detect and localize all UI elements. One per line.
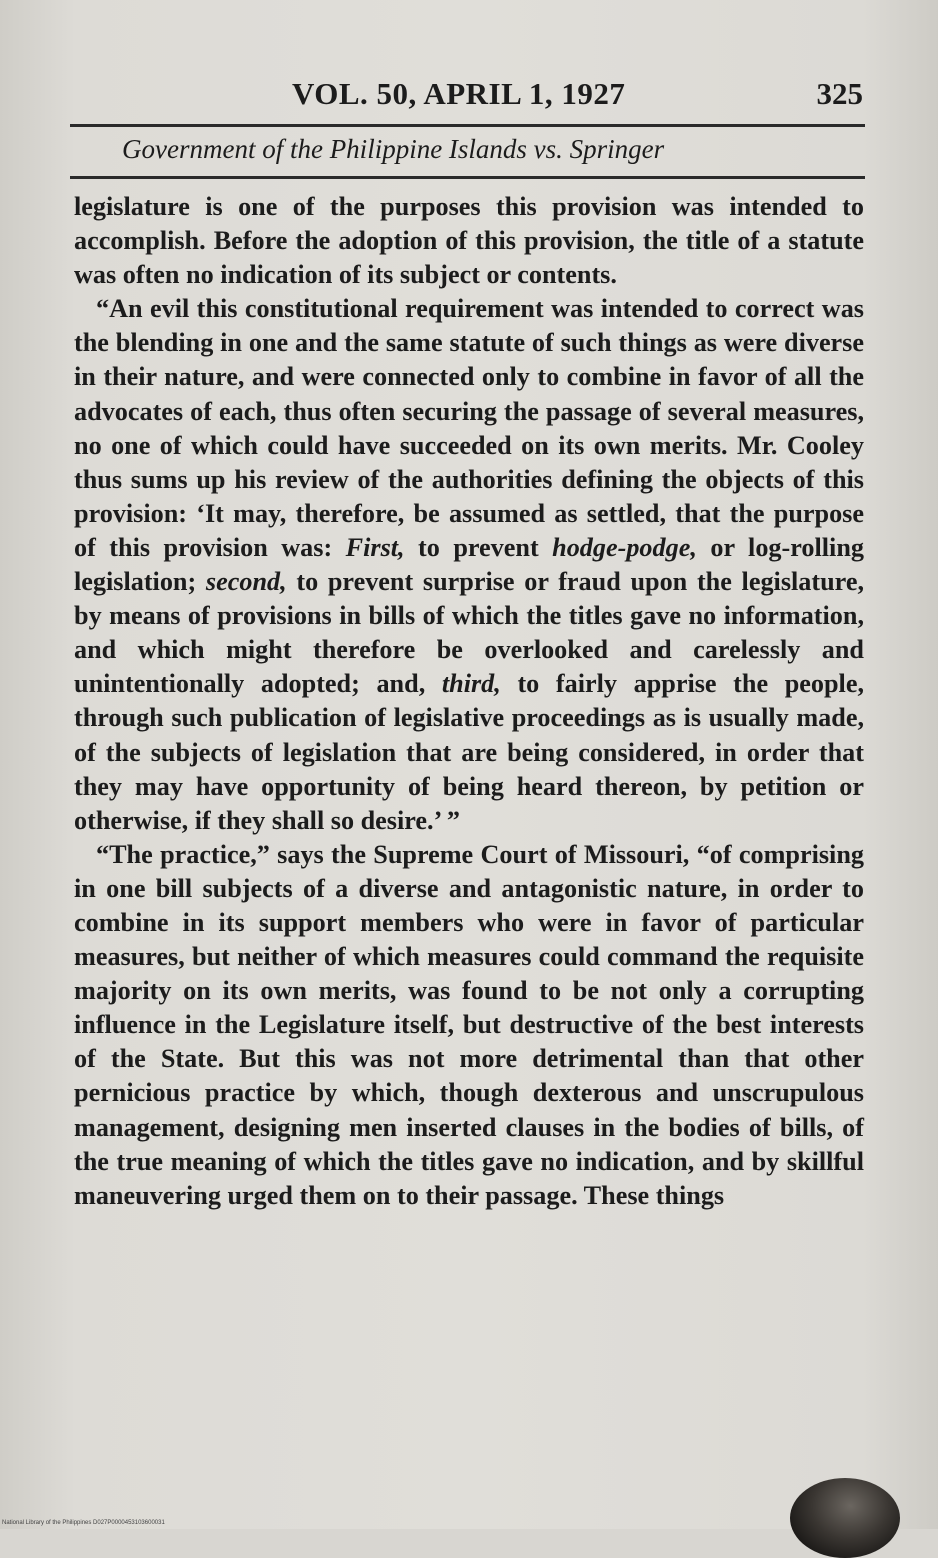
scanner-thumb-shadow <box>790 1478 900 1558</box>
paragraph-2-text-e: to fairly apprise the people, through such publication of legislative proceedings as is usually made, of the subjects of legislation that are being considered, in order that they may have opportunity of being heard thereon, by petition or otherwise, if they shall so desire.’ ” <box>74 669 864 835</box>
paragraph-2-text-d: to prevent surprise or fraud upon the legislature, by means of provisions in bills of which the titles gave no information, and which might therefore be overlooked and carelessly and unintentionally adopted; and, <box>74 567 864 699</box>
header-rule-top <box>70 124 865 127</box>
case-title: Government of the Philippine Islands vs. Springer <box>122 134 665 164</box>
emphasis-hodge-podge: hodge-podge, <box>552 532 697 562</box>
scan-footer-note: National Library of the Philippines D027P0000453103600031 <box>2 1520 165 1526</box>
paragraph-2-text-a: “An evil this constitutional requirement was intended to correct was the blending in one and the same statute of such things as were diverse in their nature, and were connected only to combine in favor of all the advocates of each, thus often securing the passage of several measures, no one of which could have succeeded on its own merits. Mr. Cooley thus sums up his review of the authorities defining the objects of this provision: ‘It may, therefore, be assumed as settled, that the purpose of this provision was: <box>74 294 864 562</box>
paragraph-2 <box>74 292 864 838</box>
emphasis-second: second, <box>205 567 287 597</box>
paragraph-1: legislature is one of the purposes this provision was intended to accomplish. Before the adoption of this provision, the title of a statute was often no indication of its subject or contents. <box>74 192 864 290</box>
header-rule-bottom <box>70 176 865 179</box>
emphasis-third: third, <box>441 669 501 699</box>
paragraph-2-text-c: or log-rolling legislation; <box>74 532 864 597</box>
emphasis-first: First, <box>345 532 405 562</box>
page-header <box>70 70 865 120</box>
page-number: 325 <box>816 76 863 111</box>
running-head: VOL. 50, APRIL 1, 1927 <box>292 76 626 111</box>
body-text <box>74 190 864 1213</box>
paragraph-2-text-b: to prevent <box>404 532 553 562</box>
paragraph-3: “The practice,” says the Supreme Court of Missouri, “of comprising in one bill subjects of a diverse and antagonistic nature, in order to combine in its support members who were in favor of particular measures, but neither of which measures could command the requisite majority on its own merits, was found to be not only a corrupting influence in the Legislature itself, but destructive of the best interests of the State. But this was not more detrimental than that other pernicious practice by which, though dexterous and unscrupulous management, designing men inserted clauses in the bodies of bills, of the true meaning of which the titles gave no indication, and by skillful maneuvering urged them on to their passage. These things <box>74 839 864 1210</box>
